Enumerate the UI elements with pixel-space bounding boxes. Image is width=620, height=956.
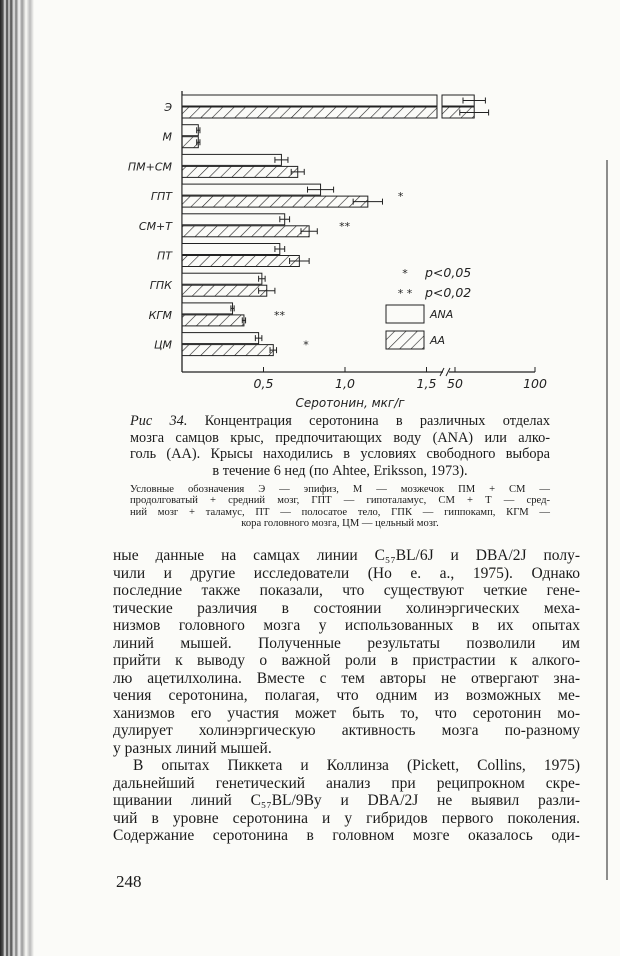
bar-aa bbox=[182, 166, 298, 177]
legend-ana-swatch bbox=[386, 305, 424, 323]
x-tick-label: 100 bbox=[523, 376, 547, 391]
bar-aa bbox=[182, 226, 309, 237]
bar-ana bbox=[182, 303, 233, 314]
y-category-label: ЦМ bbox=[153, 338, 172, 352]
text-line: ные данные на самцах линии C₅₇BL/6J и DBA/2J полу- bbox=[113, 547, 580, 564]
bar-ana bbox=[182, 184, 321, 195]
bar-ana bbox=[182, 125, 198, 136]
legend-aa-swatch bbox=[386, 331, 424, 349]
legend-p2-label: p<0,02 bbox=[425, 285, 472, 300]
y-category-label: СМ+Т bbox=[138, 219, 172, 233]
text-line: ханизмов его участия может быть то, что серотонин мо- bbox=[113, 704, 580, 722]
body-text bbox=[113, 547, 580, 845]
bar-ana bbox=[182, 95, 437, 106]
x-axis-label: Серотонин, мкг/г bbox=[295, 396, 405, 410]
text-line: тические различия в состоянии холинэргических меха- bbox=[113, 599, 580, 617]
y-category-label: ГПК bbox=[149, 279, 172, 293]
text-line: Содержание серотонина в головном мозге оказалось оди- bbox=[113, 827, 580, 844]
y-category-label: М bbox=[162, 130, 172, 144]
bar-ana bbox=[182, 214, 285, 225]
bar-aa bbox=[182, 345, 273, 356]
significance-marker: ** bbox=[273, 308, 285, 322]
bar-aa bbox=[182, 196, 368, 207]
y-category-label: Э bbox=[164, 101, 172, 114]
legend-ana-label: ANA bbox=[430, 308, 454, 321]
abbreviation-line: кора головного мозга, ЦМ — цельный мозг. bbox=[241, 518, 439, 530]
text-line: щивании линий C₅₇BL/9By и DBA/2J не выявил разли- bbox=[113, 792, 580, 809]
book-binding-shadow bbox=[0, 0, 42, 956]
caption-line: Концентрация серотонина в различных отделах bbox=[204, 413, 550, 429]
text-line: прийти к выводу о важной роли в пристрастии к алкого- bbox=[113, 652, 580, 669]
legend-p1-label: p<0,05 bbox=[425, 265, 472, 280]
text-line: низмов головного мозга у использованных в их опытах bbox=[113, 617, 580, 634]
bar-aa bbox=[182, 137, 198, 148]
bar-aa bbox=[182, 315, 244, 326]
abbreviation-line: продолговатый + средний мозг, ГПТ — гипоталамус, СМ + Т — сред- bbox=[130, 495, 550, 507]
y-category-label: ГПТ bbox=[150, 190, 172, 204]
bar-ana bbox=[182, 333, 259, 344]
x-tick-label: 1,5 bbox=[416, 376, 437, 391]
figure-abbreviations bbox=[130, 484, 550, 530]
x-tick-label: 50 bbox=[447, 376, 463, 391]
text-line: дулирует холинэргическую активность мозга по-разному bbox=[113, 722, 580, 739]
bar-ana bbox=[182, 244, 280, 255]
text-line: у разных линий мышей. bbox=[113, 739, 272, 757]
caption-line: мозга самцов крыс, предпочитающих воду (ANA) или алко- bbox=[130, 429, 550, 446]
y-category-label: КГМ bbox=[148, 308, 172, 322]
bar-aa bbox=[182, 256, 299, 267]
text-line: чения серотонина, полагая, что одним из возможных ме- bbox=[113, 687, 580, 704]
text-line: дальнейший генетический анализ при реципрокном скре- bbox=[113, 774, 580, 792]
figure-label: Рис 34. bbox=[130, 413, 188, 429]
caption-line: в течение 6 нед (по Ahtee, Eriksson, 1973). bbox=[212, 462, 468, 479]
axis-break-mark bbox=[440, 368, 450, 376]
significance-marker: ** bbox=[339, 219, 351, 233]
page-edge-line bbox=[606, 160, 608, 880]
x-tick-label: 1,0 bbox=[335, 376, 355, 391]
abbreviation-line: Условные обозначения Э — эпифиз, М — мозжечок ПМ + СМ — bbox=[130, 484, 550, 495]
figure-caption bbox=[130, 413, 550, 479]
legend-aa-label: AA bbox=[430, 334, 446, 347]
bar-aa bbox=[182, 107, 437, 118]
y-category-label: ПТ bbox=[157, 249, 172, 263]
x-tick-label: 0,5 bbox=[253, 376, 274, 391]
text-line: лю ацетилхолина. Вместе с тем авторы не отвергают зна- bbox=[113, 669, 580, 687]
significance-marker: * bbox=[303, 338, 309, 352]
text-line: последние также показали, что существуют четкие гене- bbox=[113, 582, 580, 599]
caption-line: голь (АА). Крысы находились в условиях свободного выбора bbox=[130, 446, 550, 462]
page-number: 248 bbox=[116, 872, 142, 891]
bar-ana bbox=[182, 273, 262, 284]
bar-ana bbox=[182, 154, 281, 165]
significance-marker: * bbox=[397, 190, 404, 204]
legend-p2-mark: * * bbox=[397, 287, 413, 300]
text-line: чий в уровне серотонина и у гибридов первого поколения. bbox=[113, 809, 580, 827]
bar-aa bbox=[182, 285, 267, 296]
abbreviation-line: ний мозг + таламус, ПТ — полосатое тело, ГПК — гиппокамп, КГМ — bbox=[130, 506, 550, 518]
legend-p1-mark: * bbox=[402, 267, 408, 280]
text-line: чили и другие исследователи (Ho e. a., 1975). Однако bbox=[113, 564, 580, 582]
text-line: В опытах Пиккета и Коллинза (Pickett, Collins, 1975) bbox=[133, 757, 580, 774]
serotonin-bar-chart bbox=[120, 85, 550, 413]
y-category-label: ПМ+СМ bbox=[127, 160, 172, 174]
text-line: линий мышей. Полученные результаты позволили им bbox=[113, 634, 580, 652]
